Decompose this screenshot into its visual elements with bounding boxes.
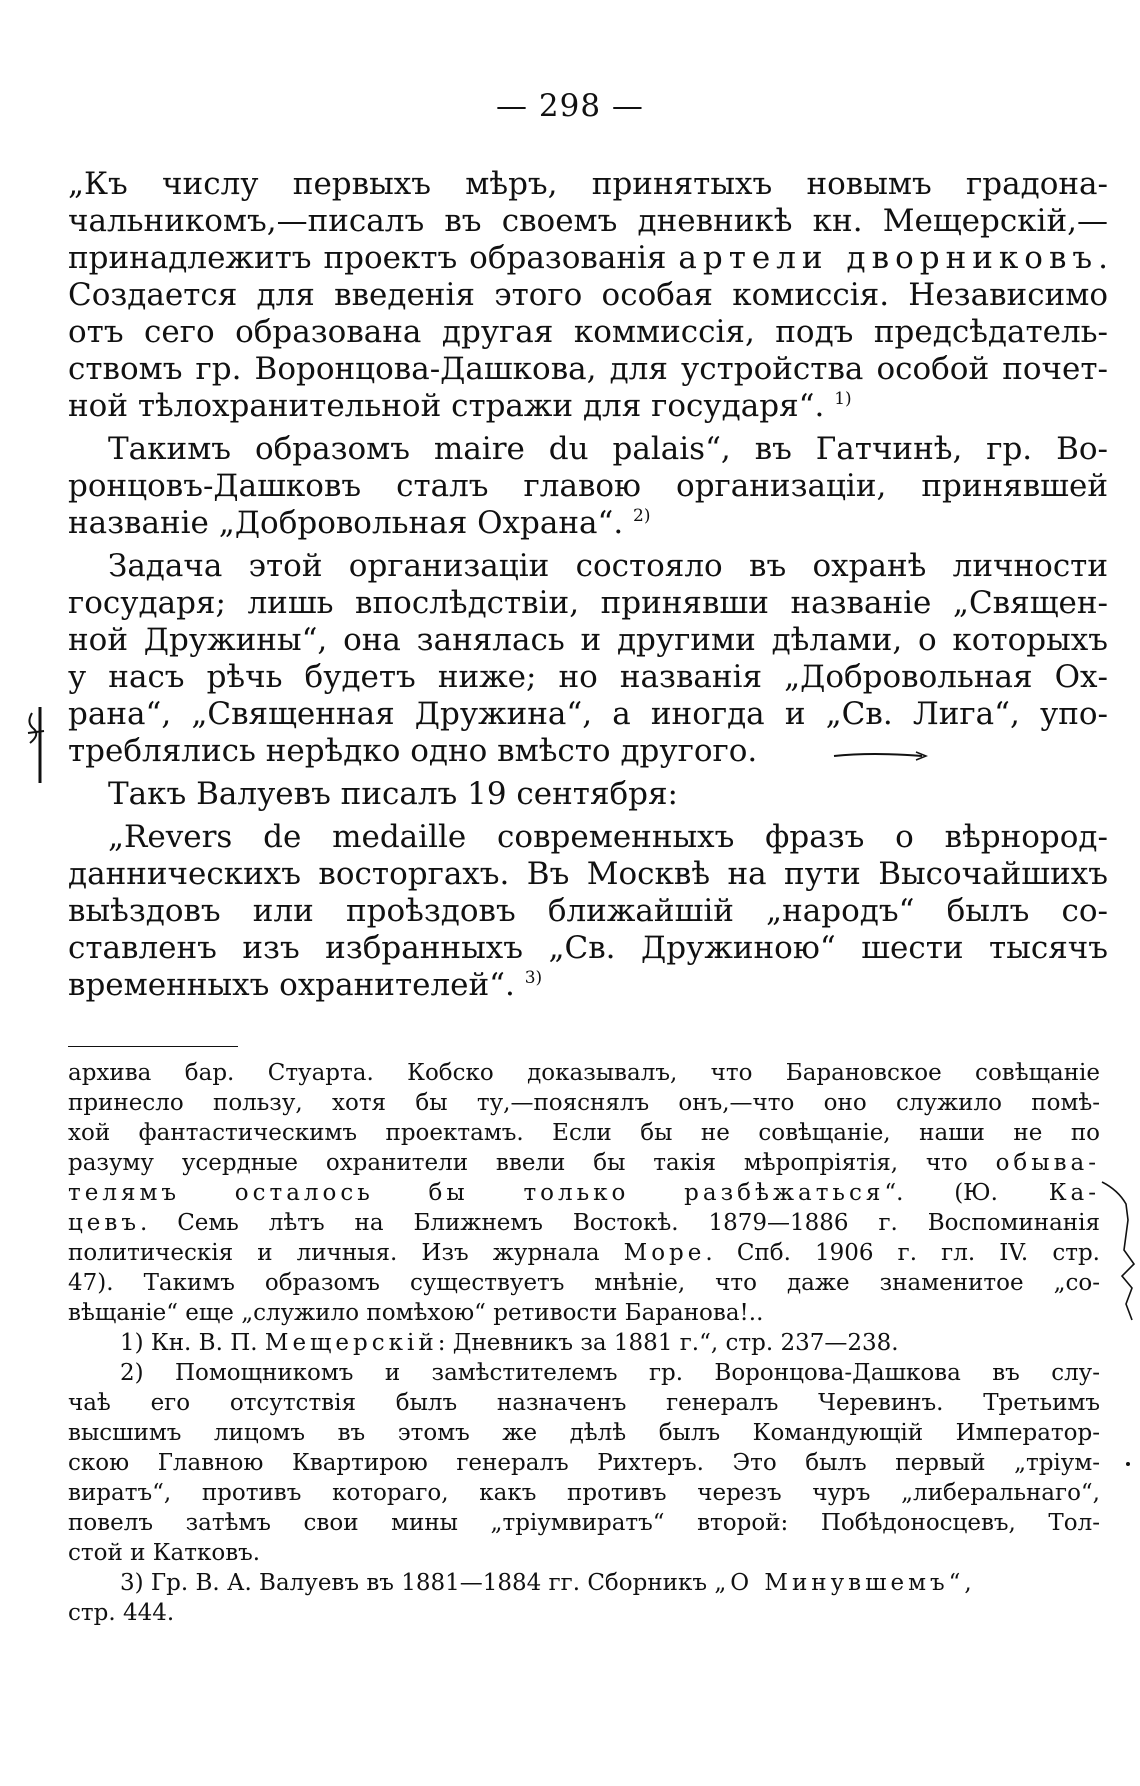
- footnote-line: виратъ“, противъ котораго, какъ противъ черезъ чуръ „либеральнаго“,: [68, 1480, 1100, 1506]
- footnote-line: стой и Катковъ.: [68, 1540, 261, 1566]
- spaced-emphasis: артели дворниковъ: [678, 240, 1099, 276]
- footnote-text: политическія и личныя. Изъ журнала: [68, 1240, 600, 1266]
- footnote-text: . Спб. 1906 г. гл. IV. стр.: [705, 1240, 1100, 1266]
- spaced-emphasis: телямъ осталось бы только разбѣжаться: [68, 1180, 885, 1206]
- stray-dot-icon: [1124, 1460, 1132, 1468]
- footnote-text: разуму усердные охранители ввели бы такія мѣропріятія, что: [68, 1150, 968, 1176]
- body-line: [68, 967, 1108, 1004]
- footnote-line: 3) Гр. В. А. Валуевъ въ 1881—1884 гг. Сборникъ „О Минувшемъ“,: [120, 1570, 972, 1596]
- footnote-ref: 2): [633, 506, 651, 526]
- footnote-text: Кн. В. П.: [150, 1330, 258, 1356]
- body-line: треблялись нерѣдко одно вмѣсто другого.: [68, 733, 758, 769]
- footnote-text: Гр. В. А. Валуевъ въ 1881—1884 гг. Сборникъ: [150, 1570, 707, 1596]
- body-line: у насъ рѣчь будетъ ниже; но названія „Добровольная Ох-: [68, 659, 1108, 695]
- footnote-line: хой фантастическимъ проектамъ. Если бы не совѣщаніе, наши не по: [68, 1120, 1100, 1146]
- pencil-underline-icon: [832, 750, 928, 762]
- body-line-text: временныхъ охранителей“.: [68, 967, 515, 1003]
- body-line: ронцовъ-Дашковъ сталъ главою организаціи, принявшей: [68, 468, 1108, 504]
- body-line: отъ сего образована другая коммиссія, подъ предсѣдатель-: [68, 314, 1108, 350]
- body-line: государя; лишь впослѣдствіи, принявши названіе „Священ-: [68, 585, 1108, 621]
- footnote-line: [68, 1238, 1100, 1268]
- body-line-text: названіе „Добровольная Охрана“.: [68, 505, 624, 541]
- spaced-emphasis: Море: [623, 1240, 706, 1266]
- body-line: Такъ Валуевъ писалъ 19 сентября:: [108, 776, 679, 812]
- footnote-text: Помощникомъ и замѣстителемъ гр. Воронцова-Дашкова въ слу-: [175, 1360, 1100, 1386]
- page-number: — 298 —: [496, 88, 644, 124]
- footnote-line: повелъ затѣмъ свои мины „тріумвиратъ“ второй: Побѣдоносцевъ, Тол-: [68, 1510, 1100, 1536]
- body-line: [68, 388, 1108, 425]
- pencil-bracket-icon: [1098, 1180, 1138, 1325]
- footnote-text: “. (Ю.: [884, 1180, 998, 1206]
- body-line: выѣздовъ или проѣздовъ ближайшій „народъ“ былъ со-: [68, 893, 1108, 929]
- footnote-line: архива бар. Стуарта. Кобско доказывалъ, что Барановское совѣщаніе: [68, 1060, 1100, 1086]
- spaced-emphasis: обыва-: [995, 1150, 1100, 1176]
- footnote-line: [68, 1208, 1100, 1238]
- spaced-emphasis: Мещерскій: [264, 1330, 438, 1356]
- body-line: Такимъ образомъ maire du palais“, въ Гатчинѣ, гр. Во-: [108, 431, 1108, 467]
- footnote-mark: 1): [120, 1330, 144, 1356]
- footnote-line: вѣщаніе“ еще „служило помѣхою“ ретивости Баранова!..: [68, 1300, 764, 1326]
- footnote-line: принесло пользу, хотя бы ту,—пояснялъ онъ,—что оно служило помѣ-: [68, 1090, 1100, 1116]
- body-line: Создается для введенія этого особая комиссія. Независимо: [68, 277, 1108, 313]
- footnote-line: стр. 444.: [68, 1600, 175, 1626]
- handwritten-margin-mark-icon: [22, 705, 48, 785]
- body-line: ной Дружины“, она занялась и другими дѣлами, о которыхъ: [68, 622, 1108, 658]
- body-line: ствомъ гр. Воронцова-Дашкова, для устройства особой почет-: [68, 351, 1108, 387]
- body-line: данническихъ восторгахъ. Въ Москвѣ на пути Высочайшихъ: [68, 856, 1108, 892]
- footnote-mark: 2): [120, 1360, 144, 1386]
- footnote-text: : Дневникъ за 1881 г.“, стр. 237—238.: [437, 1330, 899, 1356]
- footnote-line: скою Главною Квартирою генералъ Рихтеръ. Это былъ первый „тріум-: [68, 1450, 1100, 1476]
- footnote-line: [68, 1328, 1100, 1358]
- body-line: чальникомъ,—писалъ въ своемъ дневникѣ кн. Мещерскій,—: [68, 203, 1108, 239]
- body-line: „Revers de medaille современныхъ фразъ о вѣрноpод-: [108, 819, 1108, 855]
- body-line: „Къ числу первыхъ мѣръ, принятыхъ новымъ градона-: [68, 166, 1108, 202]
- footnote-line: [68, 1358, 1100, 1388]
- footnote-line: [68, 1148, 1100, 1178]
- body-line: [68, 505, 1108, 542]
- body-line-text: принадлежитъ проектъ образованія: [68, 240, 667, 276]
- footnote-ref: 1): [834, 389, 852, 409]
- body-line-text: ной тѣлохранительной стражи для государя“.: [68, 388, 825, 424]
- body-line: ставленъ изъ избранныхъ „Св. Дружиною“ шести тысячъ: [68, 930, 1108, 966]
- footnote-line: [68, 1178, 1100, 1208]
- footnote-line: высшимъ лицомъ въ этомъ же дѣлѣ былъ Командующій Император-: [68, 1420, 1100, 1446]
- footnotes: [68, 1058, 1100, 1628]
- footnote-divider: [68, 1046, 238, 1047]
- spaced-emphasis: цевъ: [68, 1210, 140, 1236]
- footnote-mark: 3): [120, 1570, 144, 1596]
- body-line: Задача этой организаціи состояло въ охранѣ личности: [108, 548, 1108, 584]
- main-text: [68, 166, 1108, 1004]
- footnote-text: . Семь лѣтъ на Ближнемъ Востокѣ. 1879—1886 г. Воспоминанія: [139, 1210, 1100, 1236]
- body-line: принадлежитъ проектъ образованія артели дворниковъ.: [68, 240, 1108, 276]
- spaced-emphasis: „О Минувшемъ“: [714, 1570, 965, 1596]
- spaced-emphasis: Ка-: [1048, 1180, 1100, 1206]
- footnote-line: 47). Такимъ образомъ существуетъ мнѣніе, что даже знаменитое „со-: [68, 1270, 1100, 1296]
- body-line: рана“, „Священная Дружина“, а иногда и „Св. Лига“, упо-: [68, 696, 1108, 732]
- footnote-ref: 3): [524, 968, 543, 988]
- footnote-line: чаѣ его отсутствія былъ назначенъ генералъ Черевинъ. Третьимъ: [68, 1390, 1100, 1416]
